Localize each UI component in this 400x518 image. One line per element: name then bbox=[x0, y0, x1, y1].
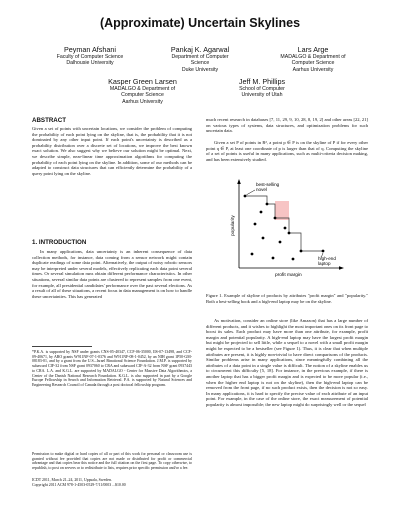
author-block bbox=[85, 77, 200, 105]
motivation-text: As motivation, consider an online store (like Amazon) that has a large number of different products, and it wishes to highlight the most important ones on its front page to boost its sales. Each product may have more than one attribute, for example, profit margin and potential popularity. A high-end laptop may have the largest profit margin but might be projected to sell little, while a sequel to a novel with a small profit margin might be expected to be a bestseller (see Figure 1). Thus, it is clear that when multiple attributes are present, it is highly non-trivial to have direct comparisons of the products. Similar problems arise in many applications, since meaningfully combining all the attributes of a data point in a single value is difficult. The notion of a skyline enables us to circumvent this difficulty [5, 18]. For instance, in the previous example, if there is another laptop that has a bigger profit margin and is expected to be more popular (i.e., when the higher end laptop is not on the skyline), then the high-end laptop can be removed from the front page, if no such product exists, then the decision is not so easy. In many applications, it is hard to specify the precise value of each attribute of an input point. For example, in the case of the online store, the exact measurement of potential popularity is almost impossible; the new laptop might do surprisingly well or the sequel bbox=[206, 318, 368, 407]
skyline-definition: Given a set P of points in R², a point p ∈ P is on the skyline of P if for every other point q ∈ P, at least one coordinate of p is larger than that of q. Computing the skyline of a set of points is useful in many applications, such as multi-criteria decision making, and has been extensively studied. bbox=[206, 140, 368, 162]
dominance-region bbox=[275, 201, 289, 220]
abstract-text: Given a set of points with uncertain locations, we consider the problem of computing the probability of each point lying on the skyline, that is, the probability that it is not dominated by any other input point. If each point's uncertainty is described as a probability distribution over a discrete set of locations, we improve the best known exact solution. We also suggest why we believe our solution might be optimal. Next, we describe simple, near-linear time approximation algorithms for computing the probability of each point lying on the skyline. In addition, some of our methods can be adapted to construct data structures that can efficiently determine the probability of a query point lying on the skyline. bbox=[32, 126, 192, 176]
annotation-bottom-line2: laptop bbox=[318, 261, 331, 266]
skyline-figure bbox=[225, 178, 350, 280]
author-name: Kasper Green Larsen bbox=[108, 77, 177, 86]
annotation-top-line2: novel bbox=[256, 187, 267, 192]
author-name: Jeff M. Phillips bbox=[238, 77, 286, 86]
annotation-bottom-line1: high-end bbox=[318, 256, 336, 261]
related-work-text: much recent research in databases [7, 11, 29, 9, 10, 28, 8, 19, 2] and other areas [22, 21] on various types of systems, data structures, and optimization problems for such uncertain data. bbox=[206, 117, 368, 134]
point bbox=[251, 253, 254, 256]
y-axis-label: popularity bbox=[231, 215, 236, 236]
point bbox=[292, 258, 295, 261]
author-affiliation: Aarhus University bbox=[122, 98, 163, 105]
author-affiliation: Faculty of Computer Science bbox=[56, 54, 124, 60]
author-affiliation: Aarhus University bbox=[292, 66, 334, 73]
x-axis-arrow bbox=[339, 266, 344, 270]
point bbox=[260, 211, 263, 214]
introduction-text: In many applications, data uncertainty is an inherent consequence of data collection methods, for instance, data coming from a sensor network might contain duplicate readings of some data point. Alternatively, the output of noisy robotic sensors may be interpreted under several models, effectively replicating each data point several times. Or several simulation runs obtain different performance characteristics. In other situations, several similar data points are clustered to represent samples from one event, for example, all presidential candidates' performance over the past several elections. As a result of all of these situations, a recent focus in data management is on how to handle these uncertainties. This has generated bbox=[32, 249, 192, 299]
author-affiliation: Computer Science bbox=[121, 92, 164, 99]
author-affiliation: MADALGO & Department of bbox=[280, 54, 346, 60]
author-affiliation: MADALGO & Department of bbox=[109, 86, 176, 92]
point bbox=[254, 223, 257, 226]
point bbox=[262, 237, 265, 240]
annotation-arrow bbox=[247, 190, 256, 195]
paper-title: (Approximate) Uncertain Skylines bbox=[99, 16, 301, 30]
author-block bbox=[212, 77, 312, 99]
figure-caption: Figure 1. Example of skyline of products by attributes "profit margin" and "popularity." Both a best-selling book and a high-end laptop may be on the skyline. bbox=[206, 293, 368, 304]
point bbox=[274, 217, 277, 220]
author-name: Pankaj K. Agarwal bbox=[170, 45, 230, 54]
author-affiliation: Dalhousie University bbox=[66, 60, 114, 67]
point bbox=[272, 257, 275, 260]
author-name: Lars Arge bbox=[297, 45, 329, 54]
author-block bbox=[150, 45, 250, 73]
author-affiliation: University of Utah bbox=[241, 92, 283, 99]
annotation-top-line1: best-selling bbox=[256, 182, 280, 187]
abstract-heading: ABSTRACT bbox=[32, 117, 67, 124]
footnote-rule bbox=[32, 346, 92, 347]
copyright-line: Copyright 2011 ACM 978-1-4503-0529-7/11/0003 ...$10.00 bbox=[32, 483, 126, 487]
permission-notice: Permission to make digital or hard copies of all or part of this work for personal or classroom use is granted without fee provided that copies are not made or distributed for profit or commercial advantage and that copies bear this notice and the full citation on the first page. To copy otherwise, to republish, to post on servers or to redistribute to lists, requires prior specific permission and/or a fee. bbox=[32, 452, 192, 471]
footnote: *P.K.A. is supported by NSF under grants CNS-05-40347, CCF-06-35000, IIS-07-13498, and CCF-09-40671, by ARO grants W911NF-07-1-0376 and W911NF-08-1-0452, by an NIH grant 1P50-GM-08183-01, and by a grant from the U.S.–Israel Binational Science Foundation. J.M.P. is supported by subaward CIF-32 from NSF grant 0937060 to CRA and subaward CIF-A-32 from NSF grant 0937443 to CRA. L.A. and K.G.L. are supported by MADALGO - Center for Massive Data Algorithmics, a Center of the Danish National Research Foundation. K.G.L. is also supported in part by a Google Europe Fellowship in Search and Information Retrieval. P.A. is supported by Natural Sciences and Engineering Research Council of Canada through a post doctoral fellowship program. bbox=[32, 350, 192, 387]
point-best-selling-novel bbox=[244, 195, 247, 198]
introduction-heading: 1. INTRODUCTION bbox=[32, 239, 87, 246]
author-affiliation: Computer Science bbox=[291, 60, 335, 67]
point bbox=[284, 227, 287, 230]
y-axis-arrow bbox=[237, 179, 241, 184]
author-affiliation: School of Computer bbox=[239, 86, 285, 92]
author-affiliation: Department of Computer bbox=[171, 54, 229, 60]
x-axis-label: profit margin bbox=[275, 273, 302, 278]
point bbox=[279, 241, 282, 244]
venue-line: ICDT 2011, March 21–24, 2011, Uppsala, Sweden. bbox=[32, 478, 112, 482]
point bbox=[288, 232, 291, 235]
point bbox=[300, 250, 303, 253]
author-block bbox=[40, 45, 140, 67]
author-name: Peyman Afshani bbox=[64, 45, 116, 54]
author-block bbox=[258, 45, 368, 73]
author-affiliation: Science bbox=[190, 60, 210, 67]
point-high-end-laptop bbox=[322, 250, 325, 253]
author-affiliation: Duke University bbox=[181, 66, 219, 73]
point bbox=[266, 203, 269, 206]
